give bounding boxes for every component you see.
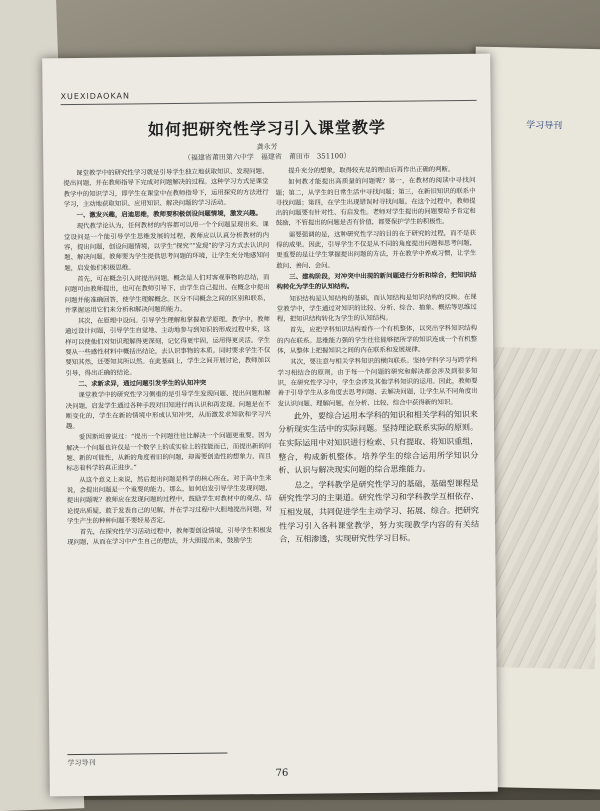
- paragraph: 首先，可在概念引入时提出问题。概念是人们对客观事物的总结，而问题可由教师提出，也可在教师引导下，由学生自己提出。在概念中提出问题并能准确回答，使学生理解概念。区分不同概念之间的区别和联系，并掌握运用它们来分析和解决问题的能力。: [64, 272, 270, 315]
- paragraph: 其次，在原理中设问。引导学生理解和掌握教学原理。教学中，教师通过设计问题，引导学生自觉地、主动地参与到知识的形成过程中来，这样可以使他们对知识理解得更深刻，记忆得更牢固，运用得更灵活。学生要从一些感性材料中概括出结论，去认识事物的本质。同时要求学生不仅要知其然，还要知其所以然。在此基础上，学生之间开展讨论，教师加以引导，得出正确的结论。: [64, 315, 271, 377]
- paragraph: 首先，应把学科知识结构看作一个有机整体，以突出学科知识结构的内在联系。思维能力强的学生往往能够把所学的知识连成一个有机整体，从整体上把握知识之间的内在联系和发展规律。: [277, 324, 478, 355]
- paragraph: 从这个意义上来说，然后提出问题是科学的核心所在。对于高中生来说，会提出问题是一个重要的能力。那么，如何启发引导学生发现问题，提出问题呢？教师应在发现问题的过程中，鼓励学生对教材中的观点、结论提出质疑，敢于发表自己的见解，并在学习过程中大胆地提出问题，对学生产生的种种问题不要轻易否定。: [66, 473, 272, 525]
- paragraph: 课堂教学中的研究性学习侧重的是引导学生发现问题、提出问题和解决问题，启发学生通过各种手段对旧知进行再认识和再发现。问题是在不断变化的，学生在新的情境中形成认知冲突，从而激发求知欲和学习兴趣。: [65, 389, 271, 431]
- header-rule: [61, 100, 477, 105]
- paragraph: 提升充分的想象，取得较充足的理由后再作出正确的判断。: [288, 165, 455, 175]
- magazine-page: [42, 54, 498, 797]
- paragraph: 如何教才能提出高质量的问题呢？第一，在教材的阅读中寻找问题；第二，从学生的日常生活中寻找问题；第三，在新旧知识的联系中寻找问题；第四，在学生出现错误时寻找问题。在这个过程中，教师提出的问题要有针对性、有启发性。老师对学生提出的问题要给予肯定和鼓励，不管提出的问题是否有价值，都要保护学生的积极性。: [275, 176, 476, 228]
- paragraph: 知识结构是认知结构的基础，而认知结构是知识结构的反映。在课堂教学中，学生通过对知识的比较、分析、综合、抽象、概括等思维过程，把知识结构转化为学生的认知结构。: [276, 292, 477, 324]
- paragraph: 课堂教学中的研究性学习就是引导学生独立地获取知识、发现问题、提出问题，并在教师指导下完成对问题解决的过程。这种学习方式是课堂教学中的知识学习，即学生在课堂中在教师指导下，运用探究的方法进行学习，主动地获取知识、应用知识、解决问题的学习活动。: [63, 167, 269, 209]
- section-heading: 二、求新求异，通过问题引发学生的认知冲突: [78, 378, 207, 388]
- right-column: [275, 164, 479, 548]
- page-number: 76: [275, 767, 289, 779]
- section-heading: 一、激发兴趣，启迪思维，教师要积极创设问题情境，激发兴趣。: [76, 209, 262, 220]
- section-heading: 三、建构阶段，对冲突中出现的新问题进行分析和综合，把知识结构转化为学生的认知结构。: [276, 270, 477, 292]
- paragraph: 需要强调的是，这种研究性学习的目的在于研究的过程，而不是获得的成果。因此，引导学生不仅是从不同的角度提出问题和思考问题，更重要的是让学生掌握提出问题的方法，并在教学中养成习惯，让学生敢问、善问、会问。: [276, 228, 477, 270]
- underlying-page-title: 学习导刊: [526, 120, 563, 132]
- footer-journal-label: 学习导刊: [67, 758, 96, 768]
- paragraph: 现代教学论认为，任何教材的内容都可以用一个个问题呈现出来。课堂设问是一个能引导学生思维发展的过程，教师应以认真分析教材的内容，提出问题，创设问题情境，以学生“探究”“发现”的学习方式去认识问题、解决问题。教师要为学生提供思考问题的环境，让学生充分地感知问题，启发他们积极思维。: [63, 220, 270, 272]
- article-affiliation: （福建省莆田第六中学 福建省 莆田市 351100）: [183, 152, 351, 162]
- paragraph: 其次，要注意与相关学科知识的横向联系。坚持学科学习与跨学科学习相结合的原则，由于每一个问题的研究和解决都会涉及到很多知识，在研究性学习中，学生会涉及其他学科知识的运用。因此，教师要善于引导学生从多角度去思考问题、去解决问题，让学生从不同角度出发认识问题、理解问题，在分析、比较、综合中获得新的知识。: [277, 356, 478, 408]
- article-author: 龚永芳: [256, 142, 278, 152]
- paragraph: 总之，学科教学是研究性学习的基础，基础型课程是研究性学习的主渠道。研究性学习和学科教学互相依存、互相发展，共同促进学生主动学习、拓展、综合。把研究性学习引入各科课堂教学，努力实现教学内容的有关结合，互相渗透，实现研究性学习目标。: [278, 478, 480, 545]
- left-column: [63, 166, 272, 549]
- large-text-block: [278, 408, 479, 547]
- running-head: XUEXIDAOKAN: [60, 91, 131, 102]
- article-title: 如何把研究性学习引入课堂教学: [147, 117, 386, 140]
- paragraph: 首先，在探究性学习活动过程中，教师要创设情境，引导学生积极发现问题，从而在学习中产生自己的想法，并大胆提出来，鼓励学生: [67, 526, 273, 547]
- footer-rule: [67, 752, 227, 755]
- paragraph: 爱因斯坦曾说过：“提出一个问题往往比解决一个问题更重要。因为解决一个问题也许仅是一个数学上的或实验上的技能而已，而提出新的问题、新的可能性，从新的角度看旧的问题，却需要创造性的想象力，而且标志着科学的真正进步。”: [66, 431, 272, 473]
- paragraph: 此外，要综合运用本学科的知识和相关学科的知识来分析现实生活中的实际问题。坚持理论联系实际的原则。在实际运用中对知识进行检索、只有提取、将知识重组，整合，构成新机整体。培养学生的综合运用所学知识分析、认识与解决现实问题的综合思维能力。: [278, 409, 479, 476]
